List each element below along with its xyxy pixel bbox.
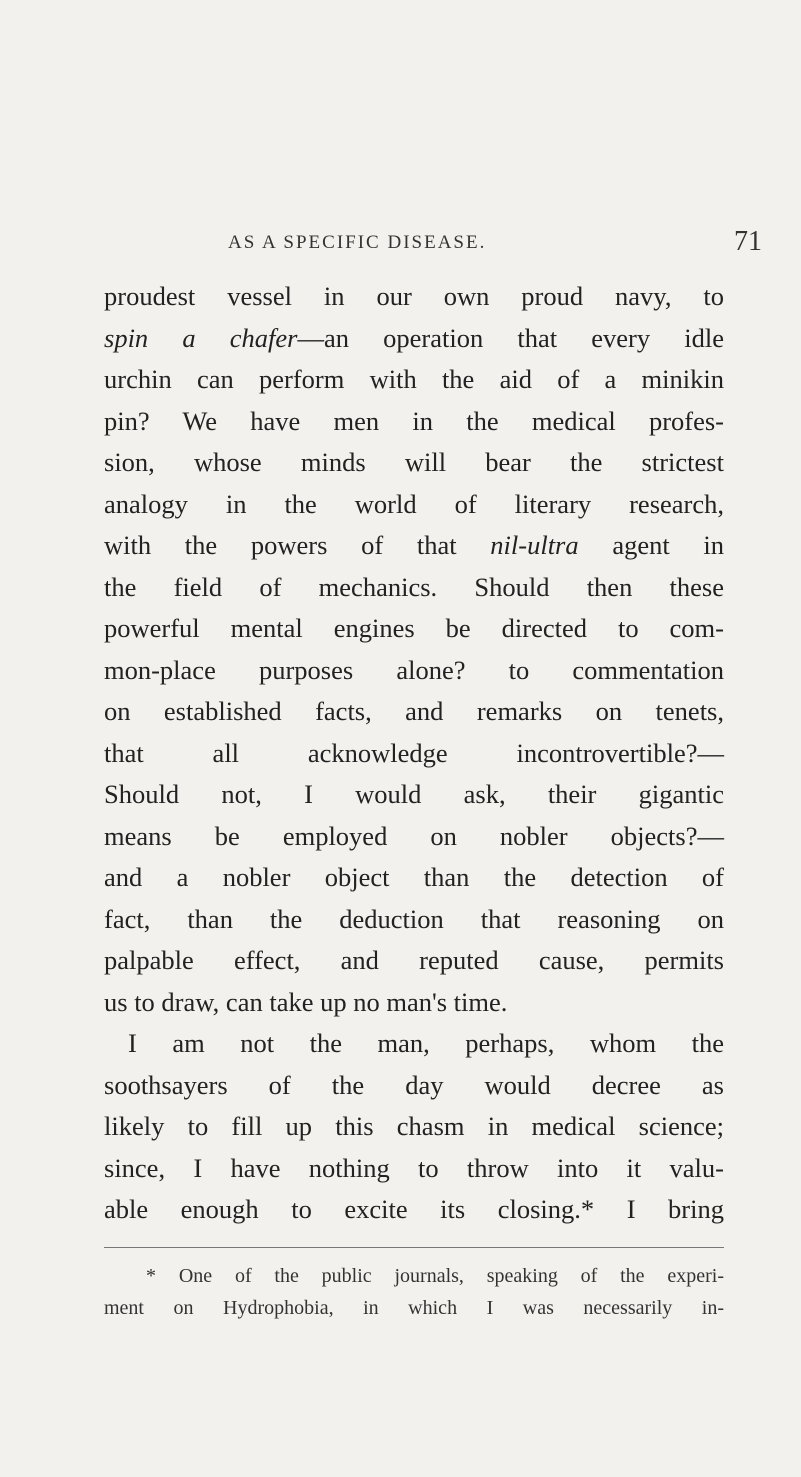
text-line: palpable effect, and reputed cause, permits [104,945,724,975]
text-line: soothsayers of the day would decree as [104,1069,724,1100]
page-number: 71 [734,226,762,257]
text-line: the field of mechanics. Should then these [104,571,724,602]
text-line: urchin can perform with the aid of a minikin [104,364,724,394]
text-line: us to draw, can take up no man's time. [104,986,508,1017]
text-line: Should not, I would ask, their gigantic [104,779,724,809]
text-line: sion, whose minds will bear the strictest [104,447,724,477]
text-line: with the powers of that nil-ultra agent in [104,530,724,560]
italic-phrase: spin a chafer [104,322,298,353]
text-line: since, I have nothing to throw into it valu- [104,1152,724,1183]
footnote-line: * One of the public journals, speaking of the experi- [146,1265,724,1287]
running-head: AS A SPECIFIC DISEASE. [228,232,487,253]
text-line: likely to fill up this chasm in medical science; [104,1111,724,1141]
text-line: and a nobler object than the detection of [104,862,724,892]
footnote-line: ment on Hydrophobia, in which I was necessarily in- [104,1297,724,1319]
text-line: I am not the man, perhaps, whom the [128,1028,724,1058]
footnote-divider [104,1247,724,1248]
text-line: that all acknowledge incontrovertible?— [104,737,724,768]
body-text [104,276,724,1231]
text-line: proudest vessel in our own proud navy, to [104,281,724,311]
page-header [0,226,801,262]
text-line: pin? We have men in the medical profes- [104,405,724,436]
italic-phrase: nil-ultra [490,530,579,560]
text-line: powerful mental engines be directed to com- [104,613,724,643]
text-line: fact, than the deduction that reasoning on [104,903,724,934]
footnote [104,1260,724,1324]
text-line: means be employed on nobler objects?— [104,820,724,851]
text-line: analogy in the world of literary research, [104,488,724,519]
text-line: on established facts, and remarks on tenets, [104,696,724,726]
text-line: mon-place purposes alone? to commentation [104,654,724,685]
text-line: spin a chafer—an operation that every idle [104,322,724,353]
text-line: able enough to excite its closing.* I bring [104,1194,724,1224]
